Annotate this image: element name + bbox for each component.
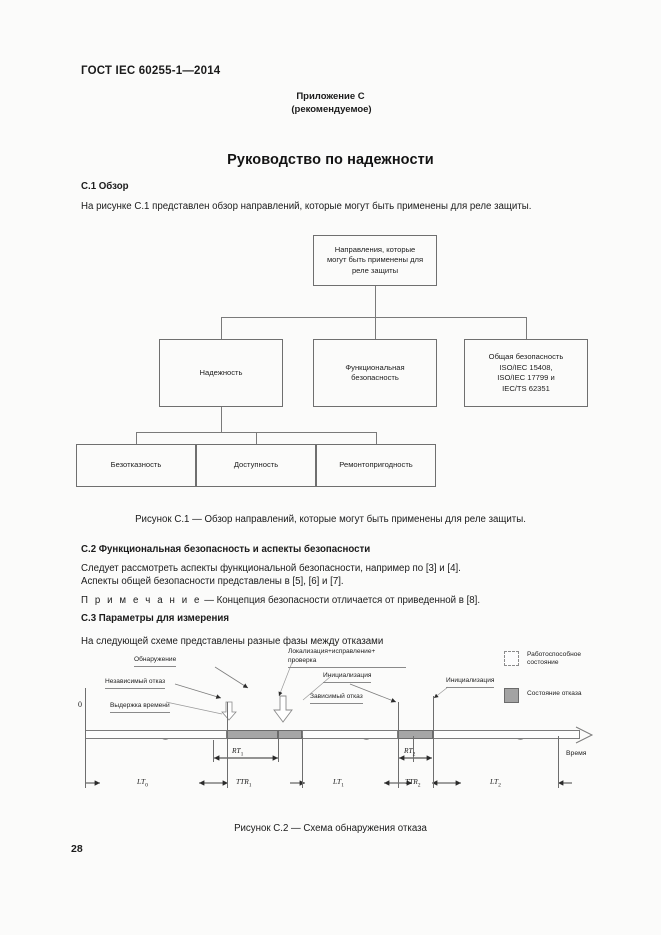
flow-node-root <box>313 235 437 286</box>
timeline-tick-t3 <box>398 702 399 788</box>
flow-node-functional-safety <box>313 339 437 407</box>
flow-node-root-line1: Направления, которые <box>334 244 416 254</box>
legend-label-failure-line1: Состояние отказа <box>527 690 582 697</box>
flow-node-reliability-line1: Надежность <box>199 367 243 377</box>
flow-node-dependability <box>76 444 196 487</box>
timeline-tick-t4 <box>433 696 434 788</box>
measure-rt1-sub: 1 <box>240 751 244 758</box>
note-text: — Концепция безопасности отличается от приведенной в [8]. <box>201 595 481 606</box>
measure-ttr2-sub: 2 <box>417 782 421 789</box>
flow-connector-branch-2c <box>376 432 377 444</box>
section-c3-text: На следующей схеме представлены разные фазы между отказами <box>81 636 384 647</box>
flow-node-general-security-line4: IEC/TS 62351 <box>502 383 550 393</box>
measure-lt0 <box>137 777 148 788</box>
annex-title: Приложение С <box>296 91 365 102</box>
timeline-segment-ttr2 <box>398 730 433 739</box>
measure-ttr1 <box>236 777 252 788</box>
section-c2-text-line2: Аспекты общей безопасности представлены в [5], [6] и [7]. <box>81 576 344 587</box>
figure-c1-caption: Рисунок С.1 — Обзор направлений, которые могут быть применены для реле защиты. <box>135 514 526 525</box>
flow-node-general-security-line3: ISO/IEC 17799 и <box>497 373 555 382</box>
page-title: Руководство по надежности <box>227 152 434 168</box>
flow-node-functional-safety-line2: безопасность <box>351 373 399 382</box>
measure-rt1 <box>232 746 243 757</box>
flow-node-functional-safety-line1: Функциональная <box>345 362 405 372</box>
legend-swatch-operational <box>504 651 519 666</box>
flow-node-root-line2: могут быть применены для <box>326 255 424 265</box>
measure-rt2 <box>404 746 415 757</box>
flow-node-root-line3: реле защиты <box>351 265 399 275</box>
legend-label-failure <box>527 690 582 698</box>
legend-label-operational <box>527 651 581 668</box>
callout-detection: Обнаружение <box>134 656 176 667</box>
callout-initialization-mid: Инициализация <box>323 672 371 683</box>
flow-node-general-security <box>464 339 588 407</box>
section-c2-note <box>81 595 480 606</box>
flow-connector-branch-1b <box>375 317 376 339</box>
callout-time-delay: Выдержка времени <box>110 702 170 713</box>
timeline-tick-0 <box>85 688 86 788</box>
section-c1-text: На рисунке С.1 представлен обзор направлений, которые могут быть применены для реле защиты. <box>81 201 532 212</box>
measure-lt0-name: LT <box>137 777 146 786</box>
flow-connector-branch-2a <box>136 432 137 444</box>
figure-c2-timeline <box>0 640 661 805</box>
flow-node-maintainability-label: Ремонтопригодность <box>339 460 413 470</box>
flow-node-maintainability <box>316 444 436 487</box>
callout-initialization-right: Инициализация <box>446 677 494 688</box>
annex-subtitle: (рекомендуемое) <box>291 104 372 115</box>
annex-heading <box>0 90 661 116</box>
standard-designation: ГОСТ IEC 60255-1—2014 <box>81 65 221 77</box>
timeline-tick-rt1-start <box>213 740 214 762</box>
section-c2-text-line1: Следует рассмотреть аспекты функциональной безопасности, например по [3] и [4]. <box>81 563 461 574</box>
timeline-tick-t1 <box>227 702 228 788</box>
legend-label-operational-line1: Работоспособное <box>527 651 582 658</box>
measure-ttr2-name: TTR <box>405 777 418 786</box>
timeline-segment-lt0 <box>85 730 227 739</box>
flow-node-reliability <box>159 339 283 407</box>
callout-dependent-failure: Зависимый отказ <box>310 693 363 704</box>
flow-connector-branch-1c <box>526 317 527 339</box>
callout-localization-repair-line1: Локализация+исправление+ <box>288 648 376 655</box>
timeline-segment-ttr1-a <box>227 730 278 739</box>
page-number: 28 <box>71 843 83 855</box>
flow-node-availability-label: Доступность <box>233 460 279 470</box>
measure-lt1 <box>333 777 344 788</box>
callout-localization-repair-line2: проверка <box>288 657 406 668</box>
flow-connector-bus-1 <box>221 317 526 318</box>
measure-ttr2 <box>405 777 421 788</box>
measure-ttr1-sub: 1 <box>248 782 252 789</box>
flow-node-availability <box>196 444 316 487</box>
figure-c2-caption: Рисунок С.2 — Схема обнаружения отказа <box>234 823 427 834</box>
section-c3-heading: С.3 Параметры для измерения <box>81 613 229 624</box>
flow-connector-branch-2b <box>256 432 257 444</box>
legend-label-operational-line2: состояние <box>527 659 559 667</box>
flow-connector-reliability-stem <box>221 407 222 432</box>
measure-lt2-sub: 2 <box>498 782 501 789</box>
timeline-zero-label: 0 <box>78 700 82 709</box>
timeline-tick-end <box>558 736 559 788</box>
timeline-segment-ttr1-b <box>278 730 302 739</box>
timeline-time-label: Время <box>566 750 587 757</box>
timeline-segment-lt1 <box>302 730 398 739</box>
measure-lt2-name: LT <box>490 777 499 786</box>
callout-independent-failure: Независимый отказ <box>105 678 165 689</box>
section-c2-heading: С.2 Функциональная безопасность и аспекты безопасности <box>81 544 371 555</box>
measure-lt1-name: LT <box>333 777 342 786</box>
measure-rt2-name: RT <box>404 746 413 755</box>
measure-lt1-sub: 1 <box>341 782 344 789</box>
timeline-tick-t2 <box>302 736 303 788</box>
measure-rt1-name: RT <box>232 746 241 755</box>
flow-connector-root-stem <box>375 286 376 317</box>
flow-connector-branch-1a <box>221 317 222 339</box>
note-label: П р и м е ч а н и е <box>81 595 202 606</box>
section-c1-heading: С.1 Обзор <box>81 181 129 192</box>
measure-ttr1-name: TTR <box>236 777 249 786</box>
measure-lt0-sub: 0 <box>145 782 148 789</box>
flow-node-general-security-line2: ISO/IEC 15408, <box>499 362 553 372</box>
timeline-tick-rt1-end <box>278 736 279 762</box>
measure-rt2-sub: 2 <box>412 751 416 758</box>
figure-c1-flowchart <box>0 222 661 507</box>
legend-swatch-failure <box>504 688 519 703</box>
measure-lt2 <box>490 777 501 788</box>
flow-node-dependability-label: Безотказность <box>110 460 162 470</box>
flow-node-general-security-line1: Общая безопасность <box>488 352 564 361</box>
